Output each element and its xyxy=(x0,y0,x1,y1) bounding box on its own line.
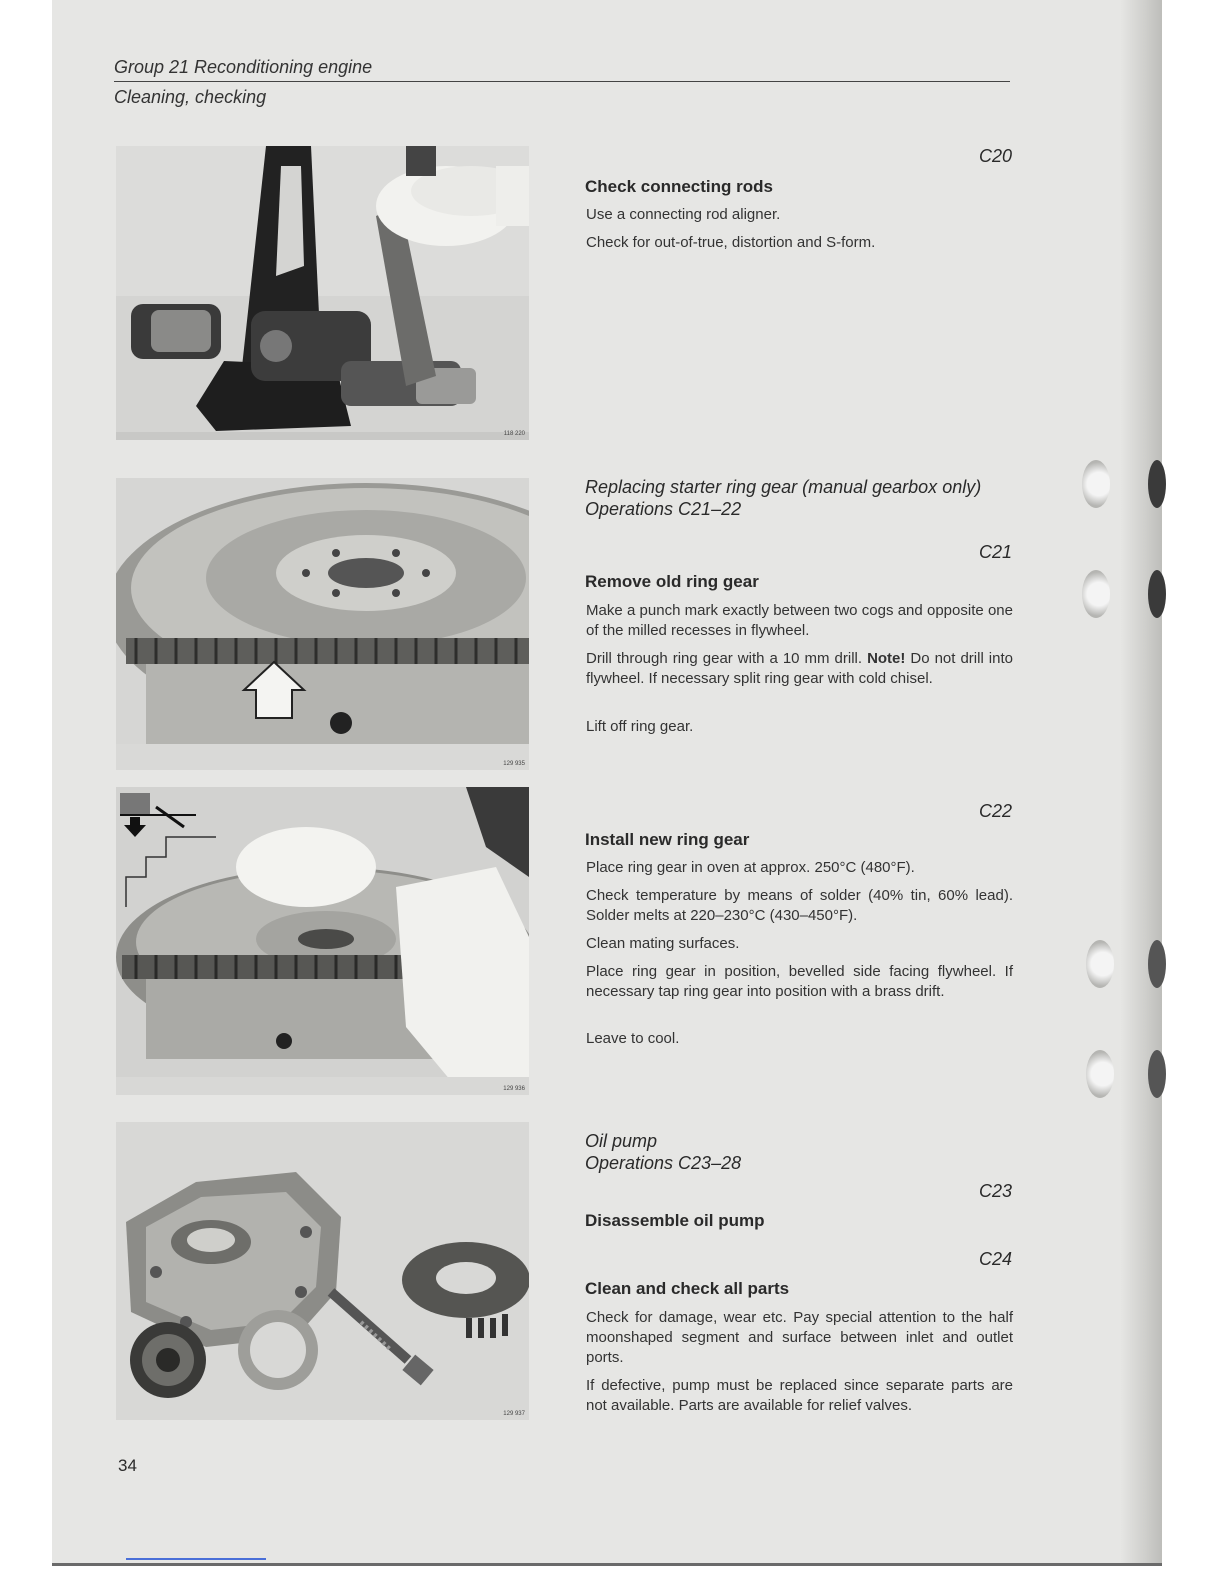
heading-disassemble-oil-pump: Disassemble oil pump xyxy=(585,1211,765,1230)
heading-check-connecting-rods: Check connecting rods xyxy=(585,177,773,196)
c20-paragraph-1: Use a connecting rod aligner. xyxy=(586,206,781,223)
c22-paragraph-4: Place ring gear in position, bevelled side facing flywheel. If necessary tap ring gear into position with a brass drift. xyxy=(586,963,1013,1000)
c24-paragraph-1: Check for damage, wear etc. Pay special attention to the half moonshaped segment and surface between inlet and outlet ports. xyxy=(586,1309,1013,1366)
oil-pump-intro-line2: Operations C23–28 xyxy=(585,1153,742,1173)
c21-paragraph-2-start: Drill through ring gear with a 10 mm drill. xyxy=(586,650,868,667)
binder-hole xyxy=(1148,460,1166,508)
c21-paragraph-1: Make a punch mark exactly between two cogs and opposite one of the milled recesses in flywheel. xyxy=(586,602,1013,639)
c24-paragraph-2: If defective, pump must be replaced since separate parts are not available. Parts are available for relief valves. xyxy=(586,1377,1013,1414)
section-title: Cleaning, checking xyxy=(114,87,267,107)
binder-hole xyxy=(1148,1050,1166,1098)
binder-hole xyxy=(1082,570,1110,618)
figure-number: 129 935 xyxy=(503,761,525,767)
c21-paragraph-2 xyxy=(586,649,1013,689)
c22-paragraph-1: Place ring gear in oven at approx. 250°C (480°F). xyxy=(586,859,915,876)
page-number: 34 xyxy=(118,1456,137,1475)
binder-hole xyxy=(1148,940,1166,988)
ring-gear-intro-line2: Operations C21–22 xyxy=(585,499,742,519)
heading-install-new-ring-gear: Install new ring gear xyxy=(585,830,750,849)
note-label: Note! xyxy=(867,650,906,667)
figure-number: 118 220 xyxy=(503,431,525,437)
binding-shadow xyxy=(1120,0,1162,1566)
c21-paragraph-3: Lift off ring gear. xyxy=(586,718,694,735)
c20-paragraph-2: Check for out-of-true, distortion and S-form. xyxy=(586,234,876,251)
op-code-c20: C20 xyxy=(978,146,1012,166)
heading-clean-and-check-all-parts: Clean and check all parts xyxy=(585,1279,790,1298)
binder-hole xyxy=(1082,460,1110,508)
ring-gear-intro-line1: Replacing starter ring gear (manual gearbox only) xyxy=(585,477,982,497)
photo-flywheel-punch-mark xyxy=(116,478,529,770)
binder-hole xyxy=(1086,1050,1114,1098)
bottom-edge xyxy=(52,1563,1162,1566)
binder-hole xyxy=(1148,570,1166,618)
figure-number: 129 937 xyxy=(503,1411,525,1417)
op-code-c22: C22 xyxy=(978,801,1012,821)
photo-install-ring-gear xyxy=(116,787,529,1095)
page-margin xyxy=(1162,0,1224,1584)
op-code-c24: C24 xyxy=(978,1249,1012,1269)
op-code-c23: C23 xyxy=(978,1181,1012,1201)
photo-oil-pump-parts xyxy=(116,1122,529,1420)
op-code-c21: C21 xyxy=(978,542,1012,562)
header-rule xyxy=(114,81,1010,82)
c22-paragraph-2: Check temperature by means of solder (40% tin, 60% lead). Solder melts at 220–230°C (430–450°F). xyxy=(586,887,1013,924)
c22-paragraph-5: Leave to cool. xyxy=(586,1030,680,1047)
c22-paragraph-3: Clean mating surfaces. xyxy=(586,935,740,952)
photo-connecting-rod-aligner xyxy=(116,146,529,440)
binder-hole xyxy=(1086,940,1114,988)
figure-number: 129 936 xyxy=(503,1086,525,1092)
oil-pump-intro-line1: Oil pump xyxy=(585,1131,658,1151)
group-title: Group 21 Reconditioning engine xyxy=(114,57,373,77)
bottom-link-line xyxy=(126,1558,266,1560)
c21-paragraph-2-end: Do not drill into flywheel. If necessary split ring gear with cold chisel. xyxy=(586,650,1013,687)
heading-remove-old-ring-gear: Remove old ring gear xyxy=(585,572,759,591)
